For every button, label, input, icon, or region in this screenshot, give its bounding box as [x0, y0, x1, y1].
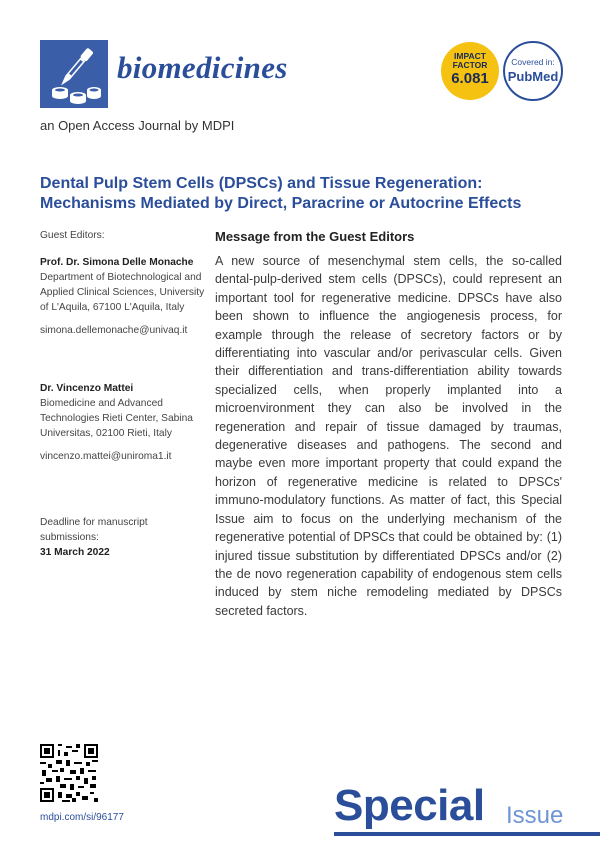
qr-code-icon[interactable]: [40, 744, 98, 802]
pubmed-badge: [503, 41, 563, 101]
special-issue-url[interactable]: mdpi.com/si/96177: [40, 812, 124, 823]
journal-name: biomedicines: [117, 50, 288, 85]
editor-name: Prof. Dr. Simona Delle Monache: [40, 257, 194, 268]
submission-deadline: [40, 515, 205, 560]
special-issue-wordmark: [334, 782, 600, 850]
message-heading: Message from the Guest Editors: [215, 229, 415, 244]
guest-editors-label: Guest Editors:: [40, 230, 105, 241]
issue-word: Issue: [506, 802, 564, 829]
impact-factor-value: 6.081: [451, 70, 489, 87]
special-issue-title: [40, 174, 570, 214]
editor-card: [40, 381, 205, 464]
editor-email[interactable]: vincenzo.mattei@uniroma1.it: [40, 451, 172, 462]
deadline-label: Deadline for manuscript submissions:: [40, 517, 148, 543]
pipette-vials-icon: [40, 40, 108, 108]
impact-badge-line2: FACTOR: [452, 60, 488, 70]
editor-name: Dr. Vincenzo Mattei: [40, 383, 134, 394]
special-word: Special: [334, 781, 485, 830]
journal-logo: [40, 40, 108, 108]
editor-affiliation: Department of Biotechnological and Applied Clinical Sciences, University of L'Aquila, 67100 L'Aquila, Italy: [40, 272, 205, 313]
editor-email[interactable]: simona.dellemonache@univaq.it: [40, 325, 188, 336]
impact-factor-badge: [441, 42, 499, 100]
message-body: A new source of mesenchymal stem cells, the so-called dental-pulp-derived stem cells (DPSCs), could represent an important tool for regenerative medicine. DPSCs have also been shown to influence the angiogenesis process, for example through the release of secretory factors or by differentiating into vascular and/or perivascular cells. Given their differentiation and trans-differentiation ability towards specialized cells, when properly implanted into a microenvironment they can also be involved in the regeneration and repair of tissue damaged by traumas, degenerative diseases and pathogens. The second and maybe even more important property that could expand the horizon of regenerative medicine is related to DPSCs' immuno-modulatory functions. As matter of fact, this Special Issue aim to focus on the underlying mechanism of the regenerative potential of DPSCs that could be obtained by: (1) injured tissue substitution by differentiated DPSCs and/or (2) the de novo regeneration capability of endogenous stem cells induced by stem niche remodeling mediated by DPSCs secreted factors.: [215, 254, 562, 618]
pubmed-badge-line2: PubMed: [507, 69, 559, 84]
journal-tagline: an Open Access Journal by MDPI: [40, 118, 235, 133]
impact-badge-line1: IMPACT: [454, 51, 486, 61]
editor-affiliation: Biomedicine and Advanced Technologies Rieti Center, Sabina Universitas, 02100 Rieti, Italy: [40, 398, 193, 439]
deadline-date: 31 March 2022: [40, 547, 110, 558]
title-line-1: Dental Pulp Stem Cells (DPSCs) and Tissue Regeneration:: [40, 175, 483, 192]
pubmed-badge-line1: Covered in:: [511, 57, 555, 67]
wordmark-underline: [334, 832, 600, 836]
title-line-2: Mechanisms Mediated by Direct, Paracrine or Autocrine Effects: [40, 195, 522, 212]
editor-card: [40, 255, 205, 338]
message-column: [215, 228, 562, 620]
